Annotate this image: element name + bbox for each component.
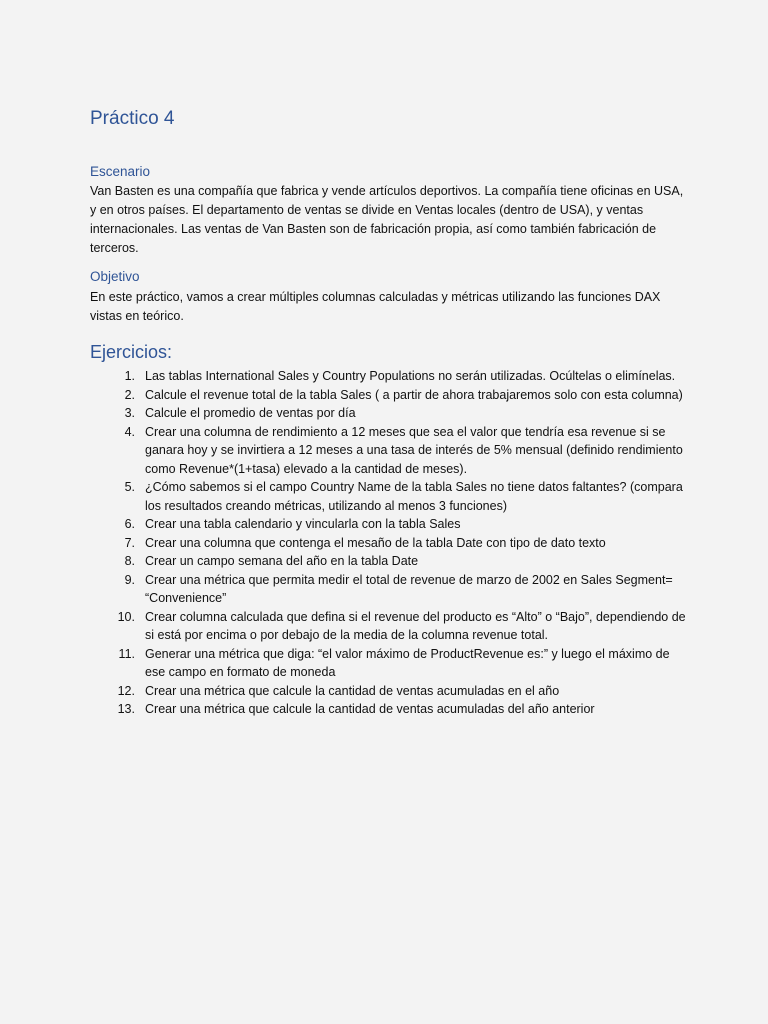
exercise-text: Crear una métrica que calcule la cantidad de ventas acumuladas del año anterior [145, 702, 595, 717]
exercise-text: Crear un campo semana del año en la tabla Date [145, 554, 419, 569]
exercises-list [90, 367, 690, 719]
exercise-item [90, 534, 690, 553]
exercise-text: Calcule el revenue total de la tabla Sales ( a partir de ahora trabajaremos solo con esta columna) [145, 387, 683, 402]
exercise-item [90, 700, 690, 719]
exercise-text: Crear una columna de rendimiento a 12 meses que sea el valor que tendría esa revenue si se ganara hoy y se invirtiera a 12 meses a una tasa de interés de 5% mensual (definido rendimiento como Revenue*(1+tasa) elevado a la cantidad de meses). [145, 424, 683, 476]
exercise-number: 10. [117, 609, 135, 624]
exercise-number: 5. [124, 480, 135, 495]
exercise-item [90, 404, 690, 423]
exercise-item [90, 478, 690, 515]
exercise-item [90, 608, 690, 645]
exercise-number: 13. [117, 702, 135, 717]
exercise-number: 1. [124, 369, 135, 384]
exercise-item [90, 682, 690, 701]
exercise-number: 3. [124, 406, 135, 421]
exercise-text: ¿Cómo sabemos si el campo Country Name de la tabla Sales no tiene datos faltantes? (compara los resultados creando métricas, utilizando al menos 3 funciones) [145, 480, 683, 513]
document-content [90, 108, 690, 719]
exercise-item [90, 367, 690, 386]
exercise-number: 12. [117, 683, 135, 698]
exercise-text: Crear una métrica que permita medir el total de revenue de marzo de 2002 en Sales Segment= “Convenience” [145, 572, 673, 606]
exercise-item [90, 423, 690, 479]
exercise-number: 4. [124, 424, 135, 439]
scenario-paragraph: Van Basten es una compañía que fabrica y vende artículos deportivos. La compañía tiene oficinas en USA, y en otros países. El departamento de ventas se divide en Ventas locales (dentro de USA), y ventas internacionales. Las ventas de Van Basten son de fabricación propia, así como también fabricación de terceros. [90, 184, 684, 256]
exercise-number: 6. [124, 517, 135, 532]
exercises-heading: Ejercicios: [90, 341, 173, 362]
exercise-number: 8. [124, 554, 135, 569]
objective-heading: Objetivo [90, 269, 140, 285]
exercise-text: Crear una tabla calendario y vincularla con la tabla Sales [145, 517, 461, 532]
scenario-heading: Escenario [90, 163, 151, 179]
exercise-text: Crear una columna que contenga el mesaño de la tabla Date con tipo de dato texto [145, 535, 606, 550]
exercise-text: Crear columna calculada que defina si el revenue del producto es “Alto” o “Bajo”, dependiendo de si está por encima o por debajo de la media de la columna revenue total. [145, 609, 686, 643]
exercise-text: Crear una métrica que calcule la cantidad de ventas acumuladas en el año [145, 683, 560, 698]
exercise-text: Generar una métrica que diga: “el valor máximo de ProductRevenue es:” y luego el máximo de ese campo en formato de moneda [145, 646, 670, 680]
exercise-item [90, 386, 690, 405]
exercise-number: 9. [124, 572, 135, 587]
exercise-item [90, 515, 690, 534]
exercise-number: 7. [124, 535, 135, 550]
exercise-item [90, 571, 690, 608]
exercise-text: Calcule el promedio de ventas por día [145, 406, 356, 421]
exercise-item [90, 645, 690, 682]
exercise-item [90, 552, 690, 571]
exercise-number: 11. [118, 646, 135, 661]
exercise-text: Las tablas International Sales y Country Populations no serán utilizadas. Ocúltelas o elimínelas. [145, 369, 676, 384]
document-title: Práctico 4 [90, 108, 175, 129]
objective-paragraph: En este práctico, vamos a crear múltiples columnas calculadas y métricas utilizando las funciones DAX vistas en teórico. [90, 289, 661, 323]
exercise-number: 2. [124, 387, 135, 402]
